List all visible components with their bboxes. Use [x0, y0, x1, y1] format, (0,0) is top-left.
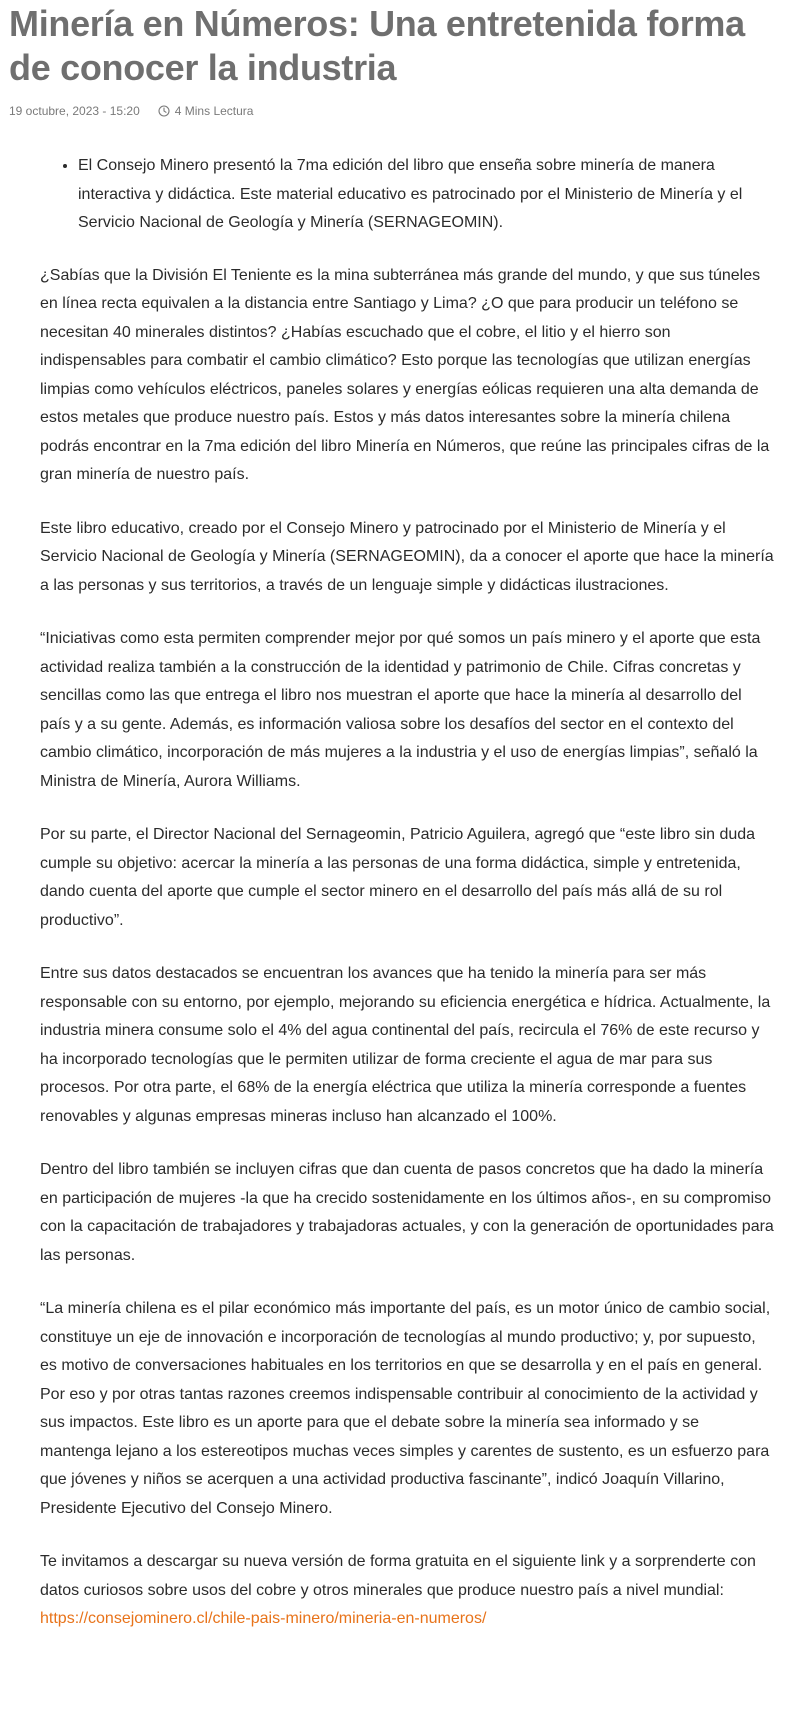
summary-list: [40, 152, 774, 238]
clock-icon: [158, 105, 170, 117]
body-paragraph: “Iniciativas como esta permiten comprender mejor por qué somos un país minero y el aporte que esta actividad realiza también a la construcción de la identidad y patrimonio de Chile. Cifras concretas y sencillas como las que entrega el libro nos muestran el aporte que hace la minería al desarrollo del país y a su gente. Además, es información valiosa sobre los desafíos del sector en el contexto del cambio climático, incorporación de más mujeres a la industria y el uso de energías limpias”, señaló la Ministra de Minería, Aurora Williams.: [40, 630, 761, 790]
body-paragraph: “La minería chilena es el pilar económico más importante del país, es un motor único de cambio social, constituye un eje de innovación e incorporación de tecnologías al mundo productivo; y, por supuesto, es motivo de conversaciones habituales en los territorios en que se desarrolla y en el país en general. Por eso y por otras tantas razones creemos indispensable contribuir al conocimiento de la actividad y sus impactos. Este libro es un aporte para que el debate sobre la minería sea informado y se mantenga lejano a los estereotipos muchas veces simples y carentes de sustento, es un esfuerzo para que jóvenes y niños se acerquen a una actividad productiva fascinante”, indicó Joaquín Villarino, Presidente Ejecutivo del Consejo Minero.: [40, 1300, 771, 1517]
closing-text: Te invitamos a descargar su nueva versión de forma gratuita en el siguiente link y a sorprenderte con datos curiosos sobre usos del cobre y otros minerales que produce nuestro país a nivel mundial:: [40, 1553, 756, 1599]
summary-bullet: • El Consejo Minero presentó la 7ma edición del libro que enseña sobre minería de manera interactiva y didáctica. Este material educativo es patrocinado por el Ministerio de Minería y el Servicio Nacional de Geología y Minería (SERNAGEOMIN).: [78, 152, 774, 238]
body-paragraph: ¿Sabías que la División El Teniente es la mina subterránea más grande del mundo, y que sus túneles en línea recta equivalen a la distancia entre Santiago y Lima? ¿O que para producir un teléfono se necesitan 40 minerales distintos? ¿Habías escuchado que el cobre, el litio y el hierro son indispensables para combatir el cambio climático? Esto porque las tecnologías que utilizan energías limpias como vehículos eléctricos, paneles solares y energías eólicas requieren una alta demanda de estos metales que produce nuestro país. Estos y más datos interesantes sobre la minería chilena podrás encontrar en la 7ma edición del libro Minería en Números, que reúne las principales cifras de la gran minería de nuestro país.: [40, 266, 770, 483]
body-paragraph: Este libro educativo, creado por el Consejo Minero y patrocinado por el Ministerio de Minería y el Servicio Nacional de Geología y Minería (SERNAGEOMIN), da a conocer el aporte que hace la minería a las personas y sus territorios, a través de un lenguaje simple y didácticas ilustraciones.: [40, 519, 774, 594]
body-paragraph: Dentro del libro también se incluyen cifras que dan cuenta de pasos concretos que ha dado la minería en participación de mujeres -la que ha crecido sostenidamente en los últimos años-, en su compromiso con la capacitación de trabajadores y trabajadoras actuales, y con la generación de oportunidades para las personas.: [40, 1161, 774, 1264]
article-body: [40, 152, 774, 1634]
body-paragraph: Entre sus datos destacados se encuentran los avances que ha tenido la minería para ser más responsable con su entorno, por ejemplo, mejorando su eficiencia energética e hídrica. Actualmente, la industria minera consume solo el 4% del agua continental del país, recircula el 76% de este recurso y ha incorporado tecnologías que le permiten utilizar de forma creciente el agua de mar para sus procesos. Por otra parte, el 68% de la energía eléctrica que utiliza la minería corresponde a fuentes renovables y algunas empresas mineras incluso han alcanzado el 100%.: [40, 965, 771, 1125]
article-title: Minería en Números: Una entretenida forma de conocer la industria: [9, 3, 745, 88]
article-date: 19 octubre, 2023 - 15:20: [9, 104, 140, 118]
read-time: [158, 104, 254, 118]
download-link[interactable]: https://consejominero.cl/chile-pais-minero/mineria-en-numeros/: [40, 1610, 487, 1627]
article-meta: [9, 103, 253, 119]
closing-paragraph: [40, 1548, 774, 1634]
read-time-label: 4 Mins Lectura: [174, 104, 254, 118]
body-paragraph: Por su parte, el Director Nacional del Sernageomin, Patricio Aguilera, agregó que “este libro sin duda cumple su objetivo: acercar la minería a las personas de una forma didáctica, simple y entretenida, dando cuenta del aporte que cumple el sector minero en el desarrollo del país más allá de su rol productivo”.: [40, 826, 756, 929]
